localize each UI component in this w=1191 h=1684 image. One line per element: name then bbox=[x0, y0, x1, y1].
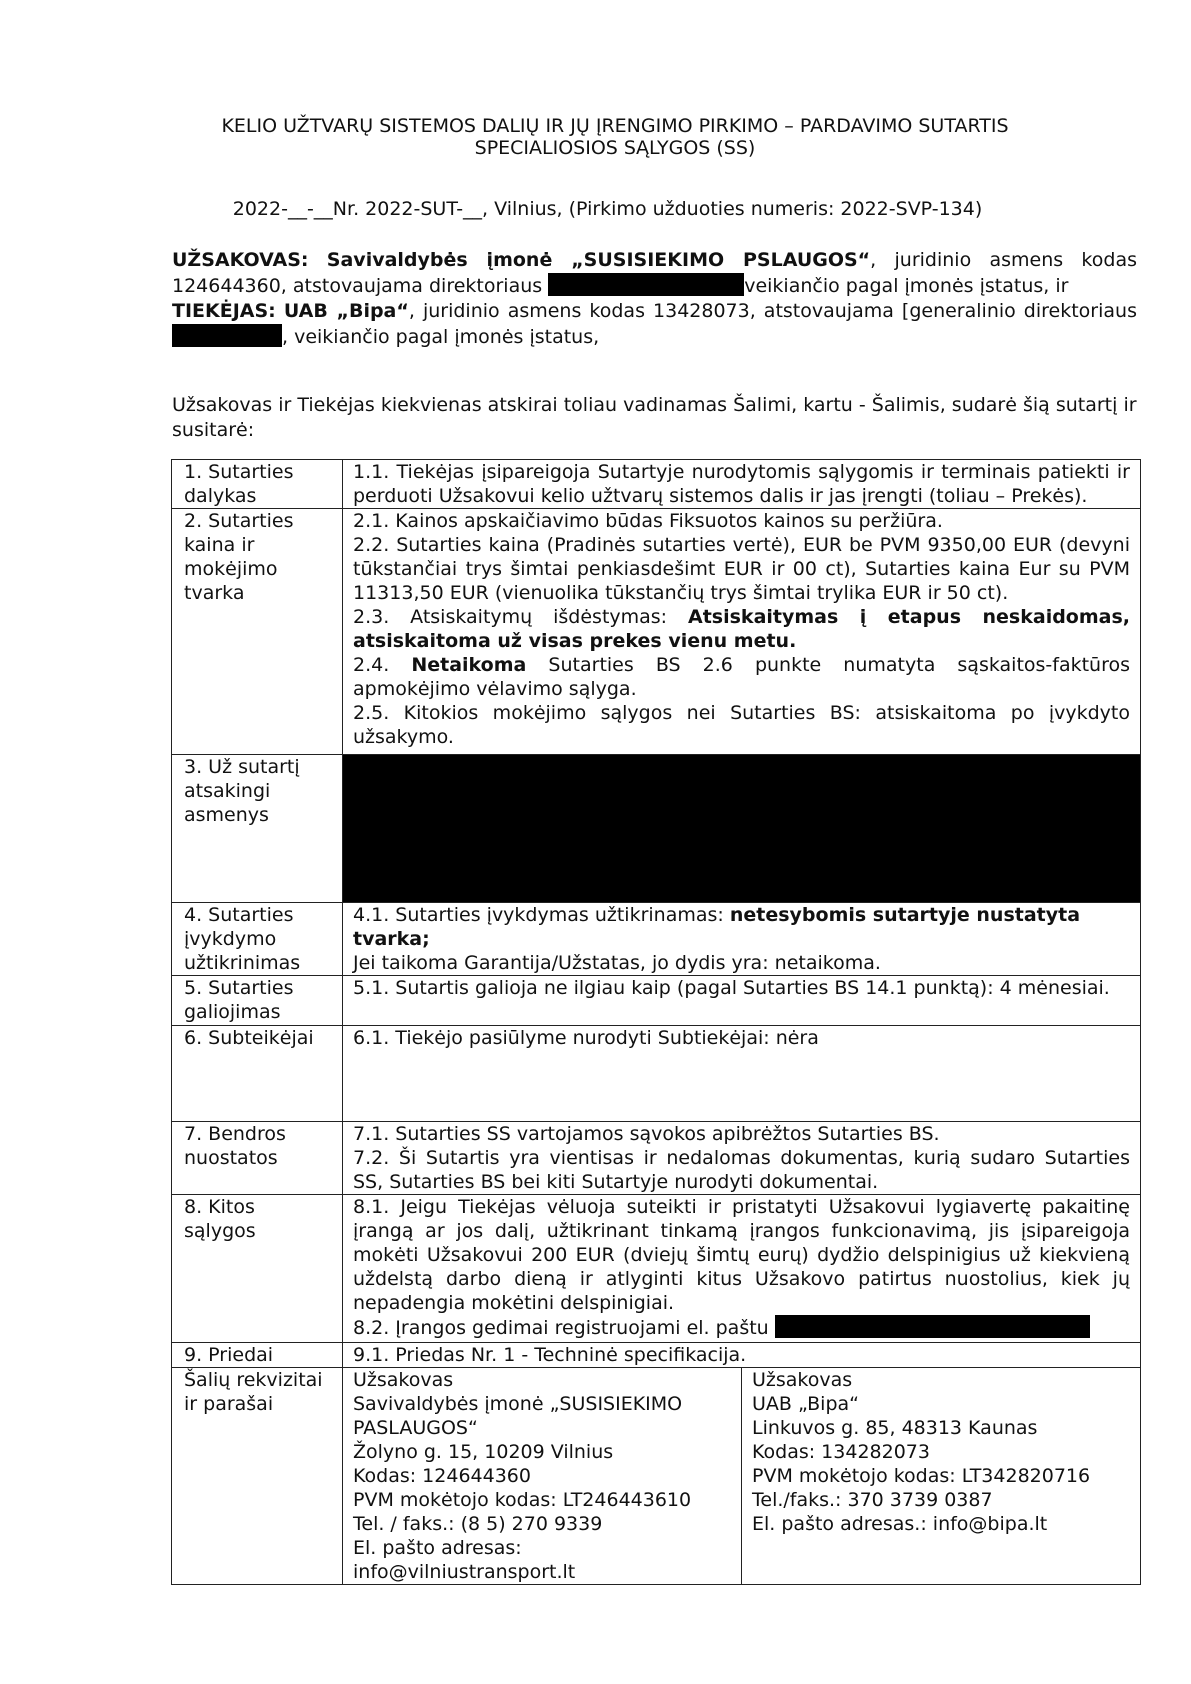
section-label: 2. Sutarties kaina ir mokėjimo tvarka bbox=[172, 509, 343, 755]
clause-4-1-label: 4.1. Sutarties įvykdymas užtikrinamas: bbox=[353, 904, 730, 926]
section-label: Šalių rekvizitai ir parašai bbox=[172, 1368, 343, 1585]
requisite-line: PVM mokėtojo kodas: LT342820716 bbox=[752, 1465, 1091, 1487]
clause-2-2: 2.2. Sutarties kaina (Pradinės sutarties vertė), EUR be PVM 9350,00 EUR (devyni tūkstančiai trys šimtai penkiasdešimt EUR ir 00 ct), Sutarties kaina Eur su PVM 11313,50 EUR (vienuolika tūkstančių trys šimtai trylika EUR ir 50 ct). bbox=[353, 534, 1130, 604]
clause-2-4-number: 2.4. bbox=[353, 654, 412, 676]
section-label: 7. Bendros nuostatos bbox=[172, 1122, 343, 1195]
intro-paragraph: Užsakovas ir Tiekėjas kiekvienas atskirai toliau vadinamas Šalimi, kartu - Šalimis, sudarė šią sutartį ir susitarė: bbox=[172, 394, 1137, 441]
section-label: 6. Subteikėjai bbox=[172, 1026, 343, 1122]
customer-text-a: , juridinio asmens kodas 124644360, atstovaujama direktoriaus bbox=[172, 249, 1137, 297]
clause-2-5: 2.5. Kitokios mokėjimo sąlygos nei Sutarties BS: atsiskaitoma po įvykdyto užsakymo. bbox=[353, 702, 1130, 748]
clause-2-3-label: 2.3. Atsiskaitymų išdėstymas: bbox=[353, 606, 689, 628]
customer-requisites bbox=[343, 1368, 741, 1584]
clause-4-2: Jei taikoma Garantija/Užstatas, jo dydis yra: netaikoma. bbox=[353, 952, 881, 974]
requisite-line: Tel. / faks.: (8 5) 270 9339 bbox=[353, 1513, 603, 1535]
clause-8-2 bbox=[353, 1315, 1130, 1340]
clause-2-4-value: Netaikoma bbox=[411, 654, 527, 676]
section-content: 6.1. Tiekėjo pasiūlyme nurodyti Subtiekėjai: nėra bbox=[343, 1026, 1141, 1122]
section-content: 9.1. Priedas Nr. 1 - Techninė specifikacija. bbox=[343, 1343, 1141, 1368]
table-row bbox=[172, 1343, 1141, 1368]
customer-label: UŽSAKOVAS: bbox=[172, 249, 309, 271]
clause-8-1: 8.1. Jeigu Tiekėjas vėluoja suteikti ir pristatyti Užsakovui lygiavertę pakaitinę įrangą ar jos dalį, užtikrinant tinkamą įrangos funkcionavimą, jis įsipareigoja mokėti Užsakovui 200 EUR (dviejų šimtų eurų) dydžio delspinigius už kiekvieną uždelstą darbo dieną ir atlyginti kitus Užsakovo patirtus nuostolius, kiek jų nepadengia mokėtini delspinigiai. bbox=[353, 1196, 1130, 1314]
section-content: 5.1. Sutartis galioja ne ilgiau kaip (pagal Sutarties BS 14.1 punktą): 4 mėnesiai. bbox=[343, 976, 1141, 1026]
clause-7-2: 7.2. Ši Sutartis yra vientisas ir nedalomas dokumentas, kurią sudaro Sutarties SS, Sutarties BS bei kiti Sutartyje nurodyti dokumentai. bbox=[353, 1147, 1130, 1193]
customer-paragraph bbox=[172, 248, 1137, 299]
document-title bbox=[160, 115, 1070, 159]
table-row bbox=[172, 976, 1141, 1026]
section-label: 3. Už sutartį atsakingi asmenys bbox=[172, 755, 343, 903]
section-label: 4. Sutarties įvykdymo užtikrinimas bbox=[172, 903, 343, 976]
requisite-line: UAB „Bipa“ bbox=[752, 1393, 860, 1415]
title-line-2: SPECIALIOSIOS SĄLYGOS (SS) bbox=[474, 137, 756, 159]
table-row bbox=[172, 509, 1141, 755]
requisite-line: Užsakovas bbox=[353, 1369, 454, 1391]
clause-4-1 bbox=[353, 903, 1130, 951]
supplier-text-b: , veikiančio pagal įmonės įstatus, bbox=[282, 326, 600, 348]
requisites-content bbox=[343, 1368, 1141, 1585]
requisite-line: Kodas: 134282073 bbox=[752, 1441, 930, 1463]
supplier-label: TIEKĖJAS: bbox=[172, 300, 276, 322]
table-row bbox=[172, 1122, 1141, 1195]
redaction-box bbox=[172, 324, 282, 347]
section-content bbox=[343, 509, 1141, 755]
parties-paragraph bbox=[172, 248, 1137, 350]
requisite-line: Tel./faks.: 370 3739 0387 bbox=[752, 1489, 993, 1511]
supplier-name: UAB „Bipa“ bbox=[283, 300, 409, 322]
clause-2-4 bbox=[353, 653, 1130, 701]
title-line-1: KELIO UŽTVARŲ SISTEMOS DALIŲ IR JŲ ĮRENGIMO PIRKIMO – PARDAVIMO SUTARTIS bbox=[221, 115, 1009, 137]
requisite-line: Kodas: 124644360 bbox=[353, 1465, 531, 1487]
clause-2-3-value: Atsiskaitymas į etapus neskaidomas, atsiskaitoma už visas prekes vienu metu. bbox=[353, 606, 1131, 652]
table-row bbox=[172, 1195, 1141, 1343]
section-content bbox=[343, 1122, 1141, 1195]
requisite-line: Žolyno g. 15, 10209 Vilnius bbox=[353, 1441, 614, 1463]
table-row bbox=[172, 460, 1141, 509]
supplier-requisites bbox=[741, 1368, 1140, 1584]
contract-meta-line: 2022-__-__Nr. 2022-SUT-__, Vilnius, (Pirkimo užduoties numeris: 2022-SVP-134) bbox=[232, 198, 983, 220]
section-content bbox=[343, 1195, 1141, 1343]
redaction-box bbox=[775, 1315, 1090, 1338]
clause-2-1: 2.1. Kainos apskaičiavimo būdas Fiksuotos kainos su peržiūra. bbox=[353, 510, 943, 532]
supplier-text-a: , juridinio asmens kodas 13428073, atstovaujama [generalinio direktoriaus bbox=[408, 300, 1137, 322]
clause-8-2-text: 8.2. Įrangos gedimai registruojami el. paštu bbox=[353, 1317, 769, 1339]
clause-4-1-value: netesybomis sutartyje nustatyta tvarka; bbox=[353, 904, 1081, 950]
redaction-box bbox=[548, 273, 744, 296]
customer-name: Savivaldybės įmonė „SUSISIEKIMO PSLAUGOS“ bbox=[326, 249, 871, 271]
supplier-paragraph bbox=[172, 299, 1137, 350]
redaction-box bbox=[343, 755, 1141, 903]
table-row bbox=[172, 755, 1141, 903]
contract-conditions-table bbox=[171, 459, 1141, 1585]
requisite-line: El. pašto adresas.: info@bipa.lt bbox=[752, 1513, 1048, 1535]
requisite-line: PVM mokėtojo kodas: LT246443610 bbox=[353, 1489, 692, 1511]
clause-2-4-text: Sutarties BS 2.6 punkte numatyta sąskaitos-faktūros apmokėjimo vėlavimo sąlyga. bbox=[353, 654, 1131, 700]
requisite-line: Linkuvos g. 85, 48313 Kaunas bbox=[752, 1417, 1038, 1439]
requisite-line: Užsakovas bbox=[752, 1369, 853, 1391]
section-content bbox=[343, 903, 1141, 976]
clause-2-3 bbox=[353, 605, 1130, 653]
customer-text-b: veikiančio pagal įmonės įstatus, ir bbox=[744, 275, 1069, 297]
table-row bbox=[172, 1026, 1141, 1122]
clause-7-1: 7.1. Sutarties SS vartojamos sąvokos apibrėžtos Sutarties BS. bbox=[353, 1123, 940, 1145]
requisite-line: El. pašto adresas: info@vilniustransport.lt bbox=[353, 1537, 576, 1583]
section-label: 8. Kitos sąlygos bbox=[172, 1195, 343, 1343]
table-row bbox=[172, 1368, 1141, 1585]
section-label: 5. Sutarties galiojimas bbox=[172, 976, 343, 1026]
requisite-line: Savivaldybės įmonė „SUSISIEKIMO PASLAUGOS“ bbox=[353, 1393, 683, 1439]
section-content: 1.1. Tiekėjas įsipareigoja Sutartyje nurodytomis sąlygomis ir terminais patiekti ir perduoti Užsakovui kelio užtvarų sistemos dalis ir jas įrengti (toliau – Prekės). bbox=[343, 460, 1141, 509]
section-label: 9. Priedai bbox=[172, 1343, 343, 1368]
requisites-columns bbox=[343, 1368, 1140, 1584]
table-row bbox=[172, 903, 1141, 976]
section-label: 1. Sutarties dalykas bbox=[172, 460, 343, 509]
